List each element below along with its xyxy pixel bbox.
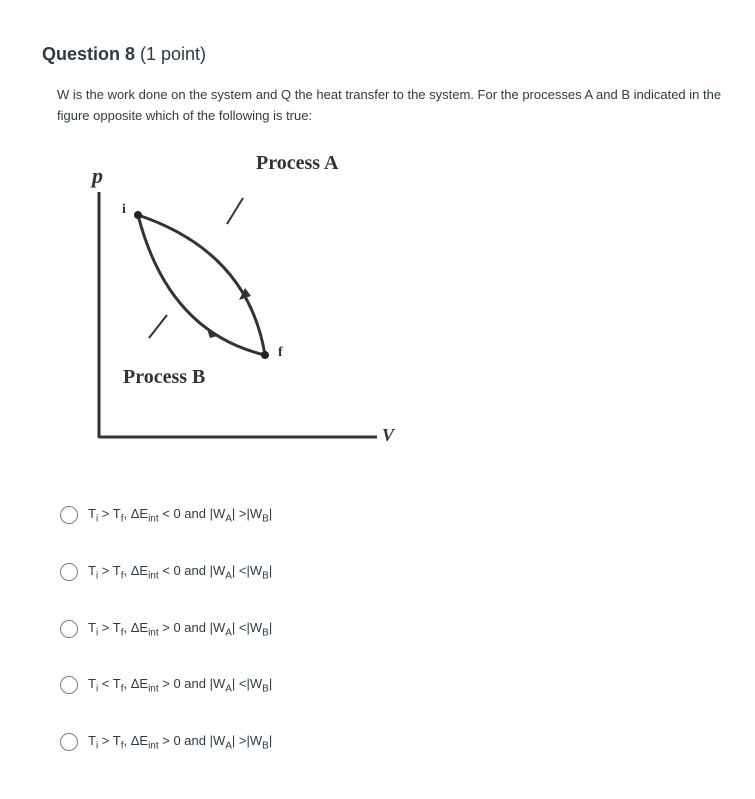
- point-i: [134, 211, 142, 219]
- pv-diagram: [80, 140, 420, 460]
- process-b-arrow: [206, 326, 218, 338]
- answer-option-4[interactable]: [60, 672, 272, 698]
- question-title: Question 8: [42, 44, 136, 64]
- question-points: (1 point): [135, 44, 207, 64]
- process-b-label: Process B: [123, 366, 206, 388]
- process-a-leader: [227, 198, 243, 224]
- process-b-curve: [138, 215, 265, 355]
- process-b-leader: [149, 315, 167, 338]
- question-text: W is the work done on the system and Q the heat transfer to the system. For the processes A and B indicated in the figure opposite which of the following is true:: [57, 87, 722, 123]
- point-f-label: f: [278, 345, 283, 360]
- v-axis-label: V: [382, 425, 395, 445]
- process-a-curve: [138, 215, 265, 355]
- radio-button[interactable]: [60, 563, 78, 581]
- radio-button[interactable]: [60, 733, 78, 751]
- pv-diagram-svg: [80, 140, 420, 460]
- radio-button[interactable]: [60, 620, 78, 638]
- answer-text: $T_i > T_f$, $\Delta E_{int} < 0$ and $|W_A| <|W_B|$: [88, 562, 273, 582]
- point-f: [261, 351, 269, 359]
- answer-option-2[interactable]: [60, 559, 272, 585]
- answer-option-1[interactable]: [60, 502, 272, 528]
- answer-option-5[interactable]: [60, 729, 272, 755]
- p-axis-label: p: [92, 163, 103, 188]
- answer-text: $T_i < T_f$, $\Delta E_{int} > 0$ and $|W_A| <|W_B|$: [88, 675, 273, 695]
- question-header: [42, 44, 206, 65]
- answer-text: $T_i > T_f$, $\Delta E_{int} < 0$ and $|W_A| >|W_B|$: [88, 505, 273, 525]
- answer-text: $T_i > T_f$, $\Delta E_{int} > 0$ and $|W_A| >|W_B|$: [88, 732, 273, 752]
- answer-text: $T_i > T_f$, $\Delta E_{int} > 0$ and $|W_A| <|W_B|$: [88, 619, 273, 639]
- point-i-label: i: [122, 202, 126, 217]
- radio-button[interactable]: [60, 506, 78, 524]
- answer-option-3[interactable]: [60, 616, 272, 642]
- radio-button[interactable]: [60, 676, 78, 694]
- process-a-label: Process A: [256, 152, 339, 174]
